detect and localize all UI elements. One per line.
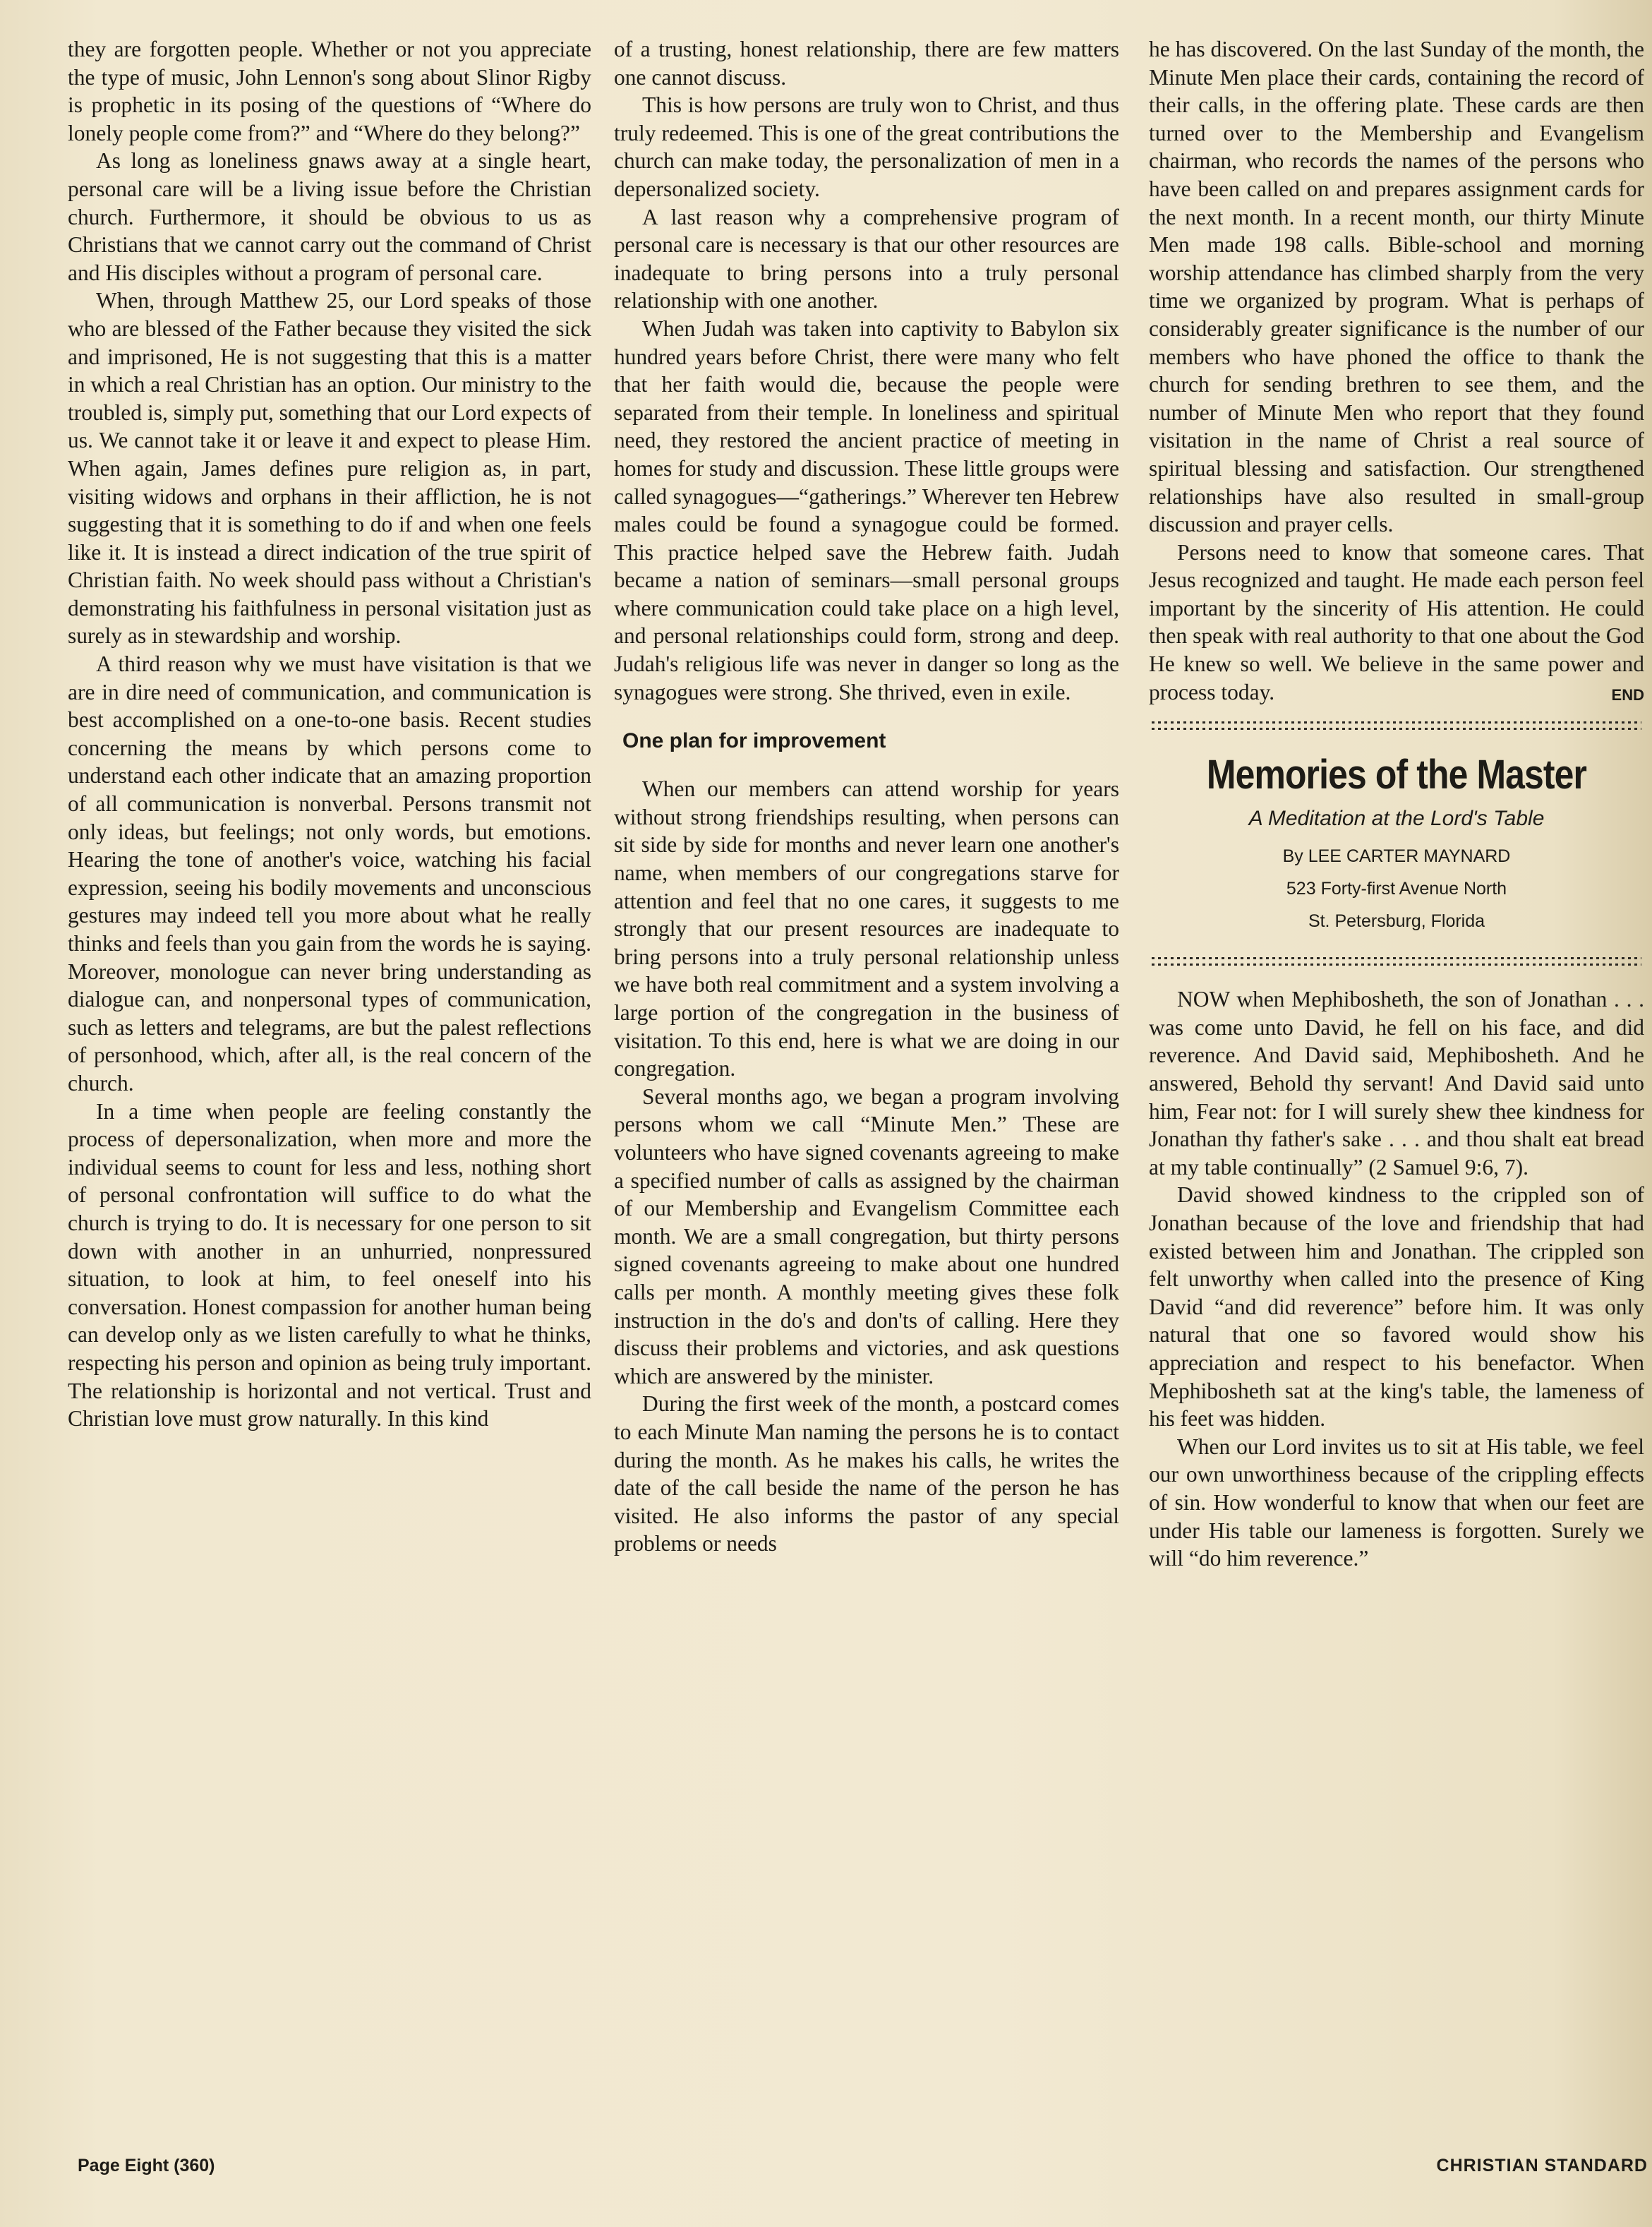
paragraph: When Judah was taken into captivity to Babylon six hundred years before Christ, there were many who felt that her faith would die, because the people were separated from their temple. In loneliness and spiritual need, they restored the ancient practice of meeting in homes for study and discussion. These little groups were called synagogues—“gatherings.” Wherever ten Hebrew males could be found a synagogue could be formed. This practice helped save the Hebrew faith. Judah became a nation of seminars—small personal groups where communication could take place on a high level, and personal relationships could form, strong and deep. Judah's religious life was never in danger so long as the synagogues were strong. She thrived, even in exile. xyxy=(614,316,1119,704)
paragraph: In a time when people are feeling constantly the process of depersonalization, when more and more the individual seems to count for less and less, nothing short of personal confrontation will suffice to do what the church is trying to do. It is necessary for one person to sit down with another in an unhurried, nonpressured situation, to look at him, to feel oneself into his conversation. Honest compassion for another human being can develop only as we listen carefully to what he thinks, respecting his person and opinion as being truly important. The relationship is horizontal and not vertical. Trust and Christian love must grow naturally. In this kind xyxy=(68,1098,591,1431)
publication-name-footer: CHRISTIAN STANDARD xyxy=(1436,2156,1648,2175)
meditation-text xyxy=(1149,985,1644,1572)
paragraph: A third reason why we must have visitation is that we are in dire need of communication, and communication is best accomplished on a one-to-one basis. Recent studies concerning the means by which persons come to understand each other indicate that an amazing proportion of all communication is nonverbal. Persons transmit not only ideas, but feelings; not only words, but emotions. Hearing the tone of another's voice, watching his facial expression, seeing his bodily movements and unconscious gestures may indeed tell you more about what he really thinks and feels than you gain from the words he is saying. Moreover, monologue can never bring understanding as dialogue can, and nonpersonal types of communication, such as letters and telegrams, are but the palest reflections of personhood, which, after all, is the real concern of the church. xyxy=(68,652,591,1096)
end-mark: END xyxy=(1611,685,1644,704)
paragraph: he has discovered. On the last Sunday of the month, the Minute Men place their cards, containing the record of their calls, in the offering plate. These cards are then turned over to the Membership and Evangelism chairman, who records the names of the persons who have been called on and prepares assignment cards for the next month. In a recent month, our thirty Minute Men made 198 calls. Bible-school and morning worship attendance has climbed sharply from the very time we organized by program. What is perhaps of considerably greater significance is the number of our members who have phoned the office to thank the church for sending brethren to see them, and the number of Minute Men who report that they found visitation in the name of Christ a real source of spiritual blessing and satisfaction. Our strengthened relationships have also resulted in small-group discussion and prayer cells. xyxy=(1149,37,1644,537)
paragraph: Several months ago, we began a program involving persons whom we call “Minute Men.” These are volunteers who have signed covenants agreeing to make a specified number of calls as assigned by the chairman of our Membership and Evangelism Committee each month. We are a small congregation, but thirty persons signed covenants agreeing to make about one hundred calls per month. A monthly meeting gives these folk instruction in the do's and don'ts of calling. Here they discuss their problems and victories, and ask questions which are answered by the minister. xyxy=(614,1084,1119,1388)
paragraph: This is how persons are truly won to Christ, and thus truly redeemed. This is one of the great contributions the church can make today, the personalization of men in a depersonalized society. xyxy=(614,92,1119,201)
feature-title: Memories of the Master xyxy=(1206,752,1587,798)
paragraph: A last reason why a comprehensive program of personal care is necessary is that our other resources are inadequate to bring persons into a truly personal relationship with one another. xyxy=(614,204,1119,313)
author-address-line-1: 523 Forty-first Avenue North xyxy=(1286,879,1507,899)
paragraph: of a trusting, honest relationship, there are few matters one cannot discuss. xyxy=(614,37,1119,90)
paragraph: When our Lord invites us to sit at His table, we feel our own unworthiness because of the crippling effects of sin. How wonderful to know that when our feet are under His table our lameness is forgotten. Surely we will “do him reverence.” xyxy=(1149,1434,1644,1571)
page-number-footer: Page Eight (360) xyxy=(78,2156,215,2175)
byline: By LEE CARTER MAYNARD xyxy=(1282,846,1511,867)
article-column-3 xyxy=(1149,35,1644,1573)
author-address-line-2: St. Petersburg, Florida xyxy=(1308,911,1485,932)
paragraph: David showed kindness to the crippled son of Jonathan because of the love and friendship that had existed between him and Jonathan. The crippled son felt unworthy when called into the presence of King David “and did reverence” before him. It was only natural that one so favored would show his appreciation and respect to his benefactor. When Mephibosheth sat at the king's table, the lameness of his feet was hidden. xyxy=(1149,1182,1644,1431)
dotted-rule-bottom xyxy=(1152,956,1641,967)
section-heading: One plan for improvement xyxy=(622,729,886,753)
article-column-2 xyxy=(614,35,1119,1558)
feature-header xyxy=(1149,720,1644,967)
paragraph: NOW when Mephibosheth, the son of Jonathan . . . was come unto David, he fell on his face, and did reverence. And David said, Mephibosheth. And he answered, Behold thy servant! And David said unto him, Fear not: for I will surely shew thee kindness for Jonathan thy father's sake . . . and thou shalt eat bread at my table continually” (2 Samuel 9:6, 7). xyxy=(1149,987,1644,1179)
paragraph: they are forgotten people. Whether or not you appreciate the type of music, John Lennon's song about Slinor Rigby is prophetic in its posing of the questions of “Where do lonely people come from?” and “Where do they belong?” xyxy=(68,37,591,145)
paragraph: During the first week of the month, a postcard comes to each Minute Man naming the persons he is to contact during the month. As he makes his calls, he writes the date of the call beside the name of the person he has visited. He also informs the pastor of any special problems or needs xyxy=(614,1391,1119,1556)
paragraph: As long as loneliness gnaws away at a single heart, personal care will be a living issue before the Christian church. Furthermore, it should be obvious to us as Christians that we cannot carry out the command of Christ and His disciples without a program of personal care. xyxy=(68,148,591,285)
paragraph xyxy=(1149,539,1644,707)
paragraph: When our members can attend worship for years without strong friendships resulting, when persons can sit side by side for months and never learn one another's name, when members of our congregations starve for attention and feel that no one cares, it suggests to me strongly that our present resources are inadequate to bring persons into a truly personal relationship unless we have both real commitment and a system involving a large portion of the congregation in the business of visitation. To this end, here is what we are doing in our congregation. xyxy=(614,776,1119,1081)
feature-subtitle: A Meditation at the Lord's Table xyxy=(1248,807,1545,831)
paragraph-text: Persons need to know that someone cares. That Jesus recognized and taught. He made each person feel important by the sincerity of His attention. He could then speak with real authority to that one about the God He knew so well. We believe in the same power and process today. xyxy=(1149,539,1644,704)
dotted-rule-top xyxy=(1152,720,1641,731)
paragraph: When, through Matthew 25, our Lord speaks of those who are blessed of the Father because they visited the sick and imprisoned, He is not suggesting that this is a matter in which a real Christian has an option. Our ministry to the troubled is, simply put, something that our Lord expects of us. We cannot take it or leave it and expect to please Him. When again, James defines pure religion as, in part, visiting widows and orphans in their affliction, he is not suggesting that it is something to do if and when one feels like it. It is instead a direct indication of the true spirit of Christian faith. No week should pass without a Christian's demonstrating his faithfulness in personal visitation just as surely as in stewardship and worship. xyxy=(68,288,591,649)
article-column-1 xyxy=(68,35,591,1433)
